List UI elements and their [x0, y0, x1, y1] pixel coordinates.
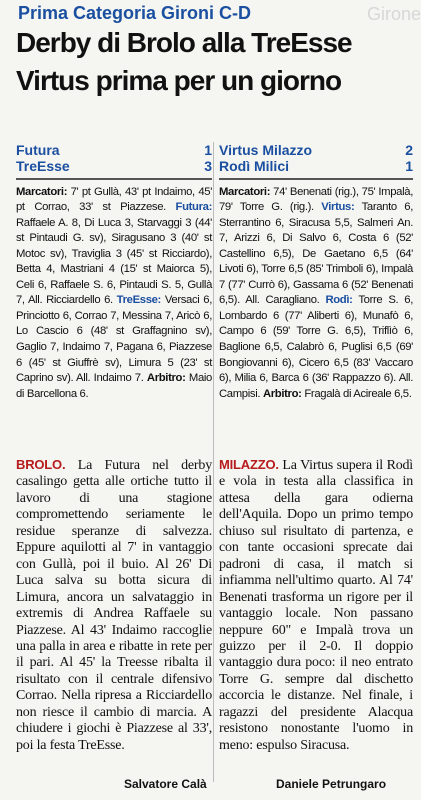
- home-team-score: 2: [405, 142, 413, 158]
- home-lineup-label: Futura:: [175, 201, 212, 214]
- home-lineup-label: Virtus:: [321, 201, 355, 214]
- match-details: [16, 185, 212, 403]
- author-byline-right: Daniele Petrungaro: [276, 777, 387, 791]
- arbitro-label: Arbitro:: [146, 372, 186, 385]
- headline-line-2: Virtus prima per un giorno: [16, 65, 342, 96]
- section-kicker: Prima Categoria Gironi C-D: [18, 3, 252, 23]
- marcatori-text: 7' pt Gullà, 43' pt Indaimo, 45' pt Corrao, 33' st Piazzese.: [16, 185, 213, 214]
- home-team-name: Virtus Milazzo: [219, 142, 313, 158]
- article-brolo: [16, 457, 212, 754]
- away-lineup: Versaci 6, Princiotto 6, Corrao 7, Messina 7, Aricò 6, Lo Cascio 6 (48' st Graffagnino sv), Gaglio 7, Indaimo 7, Pagana 6, Piazzese 6 (45' st Giuffrè sv), Limura 5 (23' st Caprino sv). All. Indaimo 7.: [16, 294, 212, 385]
- article-milazzo: [219, 457, 413, 754]
- score-row-home: [219, 142, 413, 158]
- score-rule: [16, 178, 212, 180]
- arbitro-label: Arbitro:: [262, 387, 302, 400]
- score-row-home: [16, 142, 212, 158]
- article-body: La Virtus supera il Rodì e vola in testa alla classifica in attesa della gara odierna dell'Aquila. Dopo un primo tempo chiuso sul risultato di partenza, e con tante occasioni sprecate dai padroni di casa, il match si infiamma nell'ultimo quarto. Al 74' Benenati trasforma un rigore per il vantaggio locale. Non passano neppure 60" e Impalà trova un guizzo per il 2-0. Il doppio vantaggio dura poco: il neo entrato Torre G. sempre dal dischetto accorcia le distanze. Nel finale, i ragazzi del presidente Alacqua resistono nonostante l'uomo in meno: espulso Siracusa.: [219, 458, 413, 753]
- marcatori-text: 74' Benenati (rig.), 75' Impalà, 79' Torre G. (rig.).: [219, 185, 413, 214]
- away-team-score: 1: [405, 158, 413, 174]
- match-box-futura-treesse: [16, 142, 212, 402]
- match-details: [219, 185, 413, 403]
- column-divider: [213, 142, 214, 782]
- away-lineup-label: TreEsse:: [116, 294, 161, 307]
- faded-adjacent-text: Girone: [366, 4, 421, 24]
- dateline-location: MILAZZO.: [219, 457, 279, 472]
- away-lineup-label: Rodì:: [325, 294, 353, 307]
- arbitro-text: Fragalà di Acireale 6,5.: [304, 387, 412, 400]
- home-team-name: Futura: [16, 142, 60, 158]
- dateline-location: BROLO.: [16, 457, 66, 472]
- score-row-away: [219, 158, 413, 174]
- away-team-name: Rodì Milici: [219, 158, 289, 174]
- away-team-score: 3: [204, 158, 212, 174]
- home-lineup: Raffaele A. 8, Di Luca 3, Starvaggi 3 (44' st Pintaudi G. sv), Siragusano 3 (40' st Motoc sv), Traviglia 3 (45' st Ricciardo), Betta 4, Mastriani 4 (15' st Maiorca 5), Celi 6, Raffaele S. 6, Pintaudi S. 5, Gullà 7, All. Ricciardello 6.: [16, 216, 212, 307]
- away-lineup: Torre S. 6, Lombardo 6 (77' Aliberti 6), Munafò 6, Campo 6 (59' Torre G. 6,5), Triflìò 6, Baglione 6,5, Calabrò 6, Puglisi 6,5 (69' Bongiovanni 6), Cicero 6,5 (83' Vaccaro 6), Milia 6, Barca 6 (36' Rappazzo 6). All. Campisi.: [219, 294, 414, 400]
- author-byline-left: Salvatore Calà: [124, 777, 207, 791]
- match-box-virtus-rodi: [219, 142, 413, 402]
- away-team-name: TreEsse: [16, 158, 70, 174]
- score-row-away: [16, 158, 212, 174]
- article-body: La Futura nel derby casalingo getta alle ortiche tutto il lavoro di una stagione compromettendo seriamente le residue speranze di salvezza. Eppure aquilotti al 7' in vantaggio con Gullà, poi il buio. Al 26' Di Luca salva su botta sicura di Limura, ancora un salvataggio in extremis di Andrea Raffaele su Piazzese. Al 43' Indaimo raccoglie una palla in area e ribatte in rete per il pari. Al 45' la Treesse ribalta il risultato con il centrale difensivo Corrao. Nella ripresa a Ricciardello non riesce il cambio di marcia. A chiudere i giochi è Piazzese al 33', poi la festa TreEsse.: [16, 458, 212, 753]
- home-lineup: Taranto 6, Sterrantino 6, Siracusa 5,5, Salmeri An. 7, Arizzi 6, Di Salvo 6, Costa 6 (52' Castellino 6,5), De Gaetano 6,5 (64' Livoti 6), Torre 6,5 (85' Trimboli 6), Impalà 7 (77' Currò 6), Gassama 6 (52' Benenati 6,5). All. Caragliano.: [219, 201, 413, 307]
- marcatori-label: Marcatori:: [16, 185, 68, 198]
- headline-line-1: Derby di Brolo alla TreEsse: [16, 27, 352, 58]
- marcatori-label: Marcatori:: [219, 185, 271, 198]
- arbitro-text: Maio di Barcellona 6.: [16, 372, 212, 400]
- home-team-score: 1: [204, 142, 212, 158]
- score-rule: [219, 178, 413, 180]
